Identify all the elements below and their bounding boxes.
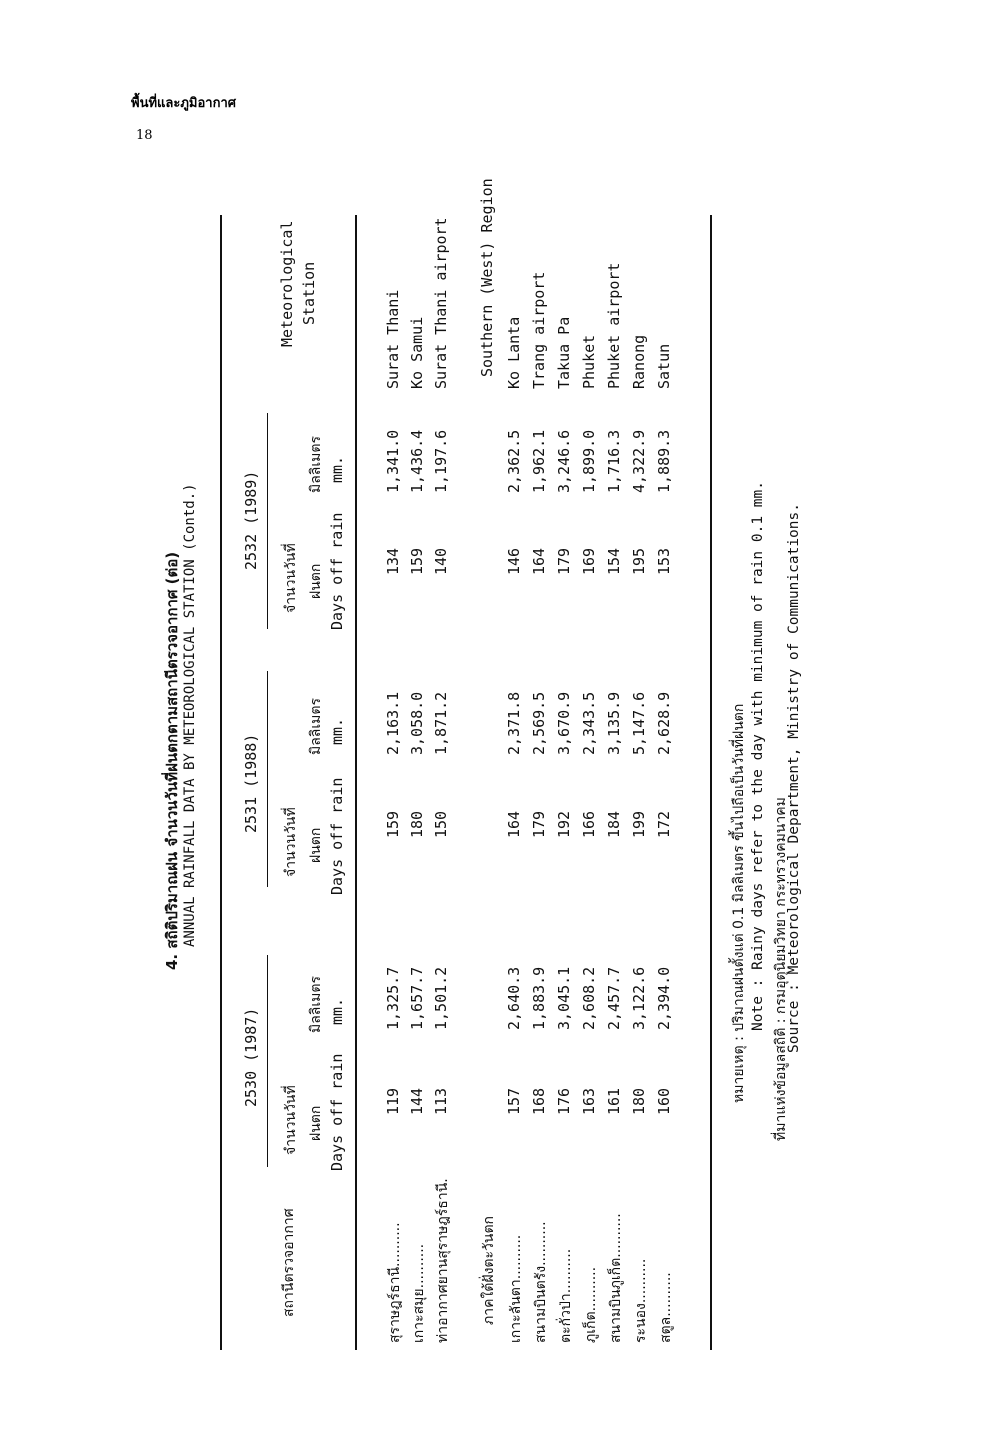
cell-days-1987: 176 [555,1087,573,1115]
table-title-english: ANNUAL RAINFALL DATA BY METEOROLOGICAL STATION (Contd.) [182,483,198,947]
days-header-thai2-1989: ฝนตก [308,563,324,599]
cell-rain-1988: 2,628.9 [655,691,673,755]
row-thai-surat-thani-airport: ท่าอากาศยานสุราษฎร์ธานี. [435,1178,451,1343]
row-thai-ko-samui: เกาะสมุย.......... [411,1243,427,1343]
rain-header-unit-1989: mm. [328,455,346,483]
page-section-title: พื้นที่และภูมิอากาศ [131,96,237,111]
station-header-en-line1: Meteorological [278,220,296,347]
cell-days-1987: 168 [530,1087,548,1115]
top-rule [220,215,222,1350]
cell-rain-1988: 2,371.8 [505,691,523,755]
cell-days-1988: 172 [655,810,673,838]
cell-days-1989: 164 [530,547,548,575]
cell-rain-1989: 1,197.6 [432,429,450,493]
row-en-surat-thani: Surat Thani [384,289,402,389]
table-title-thai: 4. สถิติปริมาณฝน จำนวนวันที่ฝนตกตามสถานีตรวจอากาศ (ต่อ) [163,551,181,970]
cell-days-1988: 164 [505,810,523,838]
rain-header-thai-1988: มิลลิเมตร [308,697,324,755]
cell-rain-1989: 4,322.9 [630,429,648,493]
cell-rain-1989: 1,962.1 [530,429,548,493]
cell-rain-1987: 2,608.2 [580,966,598,1030]
row-thai-satun: สตูล.......... [658,1272,674,1343]
days-header-thai-1987: จำนวนวันที่ [283,1085,299,1155]
year-1987-rule [267,955,268,1167]
rain-header-unit-1987: mm. [328,997,346,1025]
cell-rain-1988: 3,058.0 [408,691,426,755]
cell-days-1989: 146 [505,547,523,575]
cell-days-1988: 179 [530,810,548,838]
cell-rain-1989: 1,341.0 [384,429,402,493]
rain-header-unit-1988: mm. [328,717,346,745]
cell-rain-1988: 5,147.6 [630,691,648,755]
cell-days-1989: 179 [555,547,573,575]
cell-days-1989: 159 [408,547,426,575]
cell-rain-1987: 1,325.7 [384,966,402,1030]
cell-rain-1988: 2,343.5 [580,691,598,755]
row-en-takua-pa: Takua Pa [555,316,573,389]
cell-rain-1989: 1,889.3 [655,429,673,493]
days-header-en-1987: Days off rain [328,1053,346,1171]
year-label-1987: 2530 (1987) [242,1007,260,1107]
row-en-ranong: Ranong [630,334,648,389]
row-thai-surat-thani: สุราษฎร์ธานี.......... [387,1222,403,1343]
cell-days-1987: 144 [408,1087,426,1115]
row-thai-phuket: ภูเก็ต.......... [583,1266,599,1343]
header-bottom-rule [355,215,357,1350]
row-thai-trang-airport: สนามบินตรัง.......... [533,1221,549,1343]
cell-rain-1987: 1,501.2 [432,966,450,1030]
days-header-thai-1989: จำนวนวันที่ [283,543,299,613]
cell-days-1987: 119 [384,1087,402,1115]
days-header-en-1989: Days off rain [328,512,346,630]
group-heading-en: Southern (West) Region [478,178,496,377]
row-thai-phuket-airport: สนามบินภูเก็ต.......... [608,1213,624,1343]
cell-rain-1987: 1,657.7 [408,966,426,1030]
cell-rain-1988: 2,569.5 [530,691,548,755]
cell-rain-1988: 3,135.9 [605,691,623,755]
days-header-thai2-1988: ฝนตก [308,827,324,863]
cell-days-1988: 180 [408,810,426,838]
note-english: Note : Rainy days refer to the day with minimum of rain 0.1 mm. [750,481,766,1031]
cell-days-1988: 184 [605,810,623,838]
cell-rain-1988: 2,163.1 [384,691,402,755]
group-heading-thai: ภาคใต้ฝั่งตะวันตก [481,1215,497,1325]
row-en-phuket-airport: Phuket airport [605,262,623,389]
year-1989-rule [267,413,268,629]
cell-days-1987: 163 [580,1087,598,1115]
cell-days-1989: 153 [655,547,673,575]
cell-days-1989: 140 [432,547,450,575]
row-en-ko-samui: Ko Samui [408,316,426,389]
cell-rain-1989: 1,436.4 [408,429,426,493]
cell-rain-1989: 1,899.0 [580,429,598,493]
days-header-en-1988: Days off rain [328,777,346,895]
cell-days-1987: 161 [605,1087,623,1115]
cell-days-1989: 195 [630,547,648,575]
source-thai: ที่มาแห่งข้อมูลสถิติ : กรมอุตุนิยมวิทยา กระทรวงคมนาคม [773,797,789,1141]
note-thai: หมายเหตุ : ปริมาณฝนตั้งแต่ 0.1 มิลลิเมตร ขึ้นไปถือเป็นวันที่ฝนตก [731,703,747,1103]
bottom-rule [710,215,712,1350]
cell-days-1988: 150 [432,810,450,838]
cell-rain-1987: 2,457.7 [605,966,623,1030]
cell-rain-1989: 3,246.6 [555,429,573,493]
year-1988-rule [267,671,268,887]
source-english: Source : Meteorological Department, Ministry of Communications. [786,503,802,1053]
year-label-1988: 2531 (1988) [242,733,260,833]
row-en-surat-thani-airport: Surat Thani airport [432,217,450,389]
rain-header-thai-1987: มิลลิเมตร [308,975,324,1033]
year-label-1989: 2532 (1989) [242,470,260,570]
row-thai-takua-pa: ตะกั่วป่า.......... [558,1248,574,1343]
days-header-thai-1988: จำนวนวันที่ [283,807,299,877]
cell-rain-1988: 3,670.9 [555,691,573,755]
row-thai-ko-lanta: เกาะลันตา.......... [508,1234,524,1343]
cell-days-1987: 157 [505,1087,523,1115]
cell-rain-1987: 2,640.3 [505,966,523,1030]
cell-days-1988: 166 [580,810,598,838]
row-en-satun: Satun [655,343,673,389]
cell-rain-1987: 2,394.0 [655,966,673,1030]
row-en-phuket: Phuket [580,334,598,389]
cell-rain-1987: 1,883.9 [530,966,548,1030]
days-header-thai2-1987: ฝนตก [308,1105,324,1141]
cell-days-1988: 159 [384,810,402,838]
cell-rain-1987: 3,122.6 [630,966,648,1030]
cell-rain-1988: 1,871.2 [432,691,450,755]
station-header-thai: สถานีตรวจอากาศ [281,1208,297,1317]
cell-days-1987: 113 [432,1087,450,1115]
cell-days-1988: 192 [555,810,573,838]
cell-days-1987: 180 [630,1087,648,1115]
cell-rain-1987: 3,045.1 [555,966,573,1030]
row-thai-ranong: ระนอง.......... [633,1258,649,1343]
cell-rain-1989: 1,716.3 [605,429,623,493]
page-number: 18 [136,128,153,143]
row-en-ko-lanta: Ko Lanta [505,316,523,389]
cell-days-1989: 169 [580,547,598,575]
station-header-en-line2: Station [300,261,318,325]
cell-days-1989: 134 [384,547,402,575]
cell-days-1988: 199 [630,810,648,838]
cell-rain-1989: 2,362.5 [505,429,523,493]
rotated-table-frame [160,178,802,1365]
cell-days-1987: 160 [655,1087,673,1115]
row-en-trang-airport: Trang airport [530,271,548,389]
cell-days-1989: 154 [605,547,623,575]
rain-header-thai-1989: มิลลิเมตร [308,435,324,493]
